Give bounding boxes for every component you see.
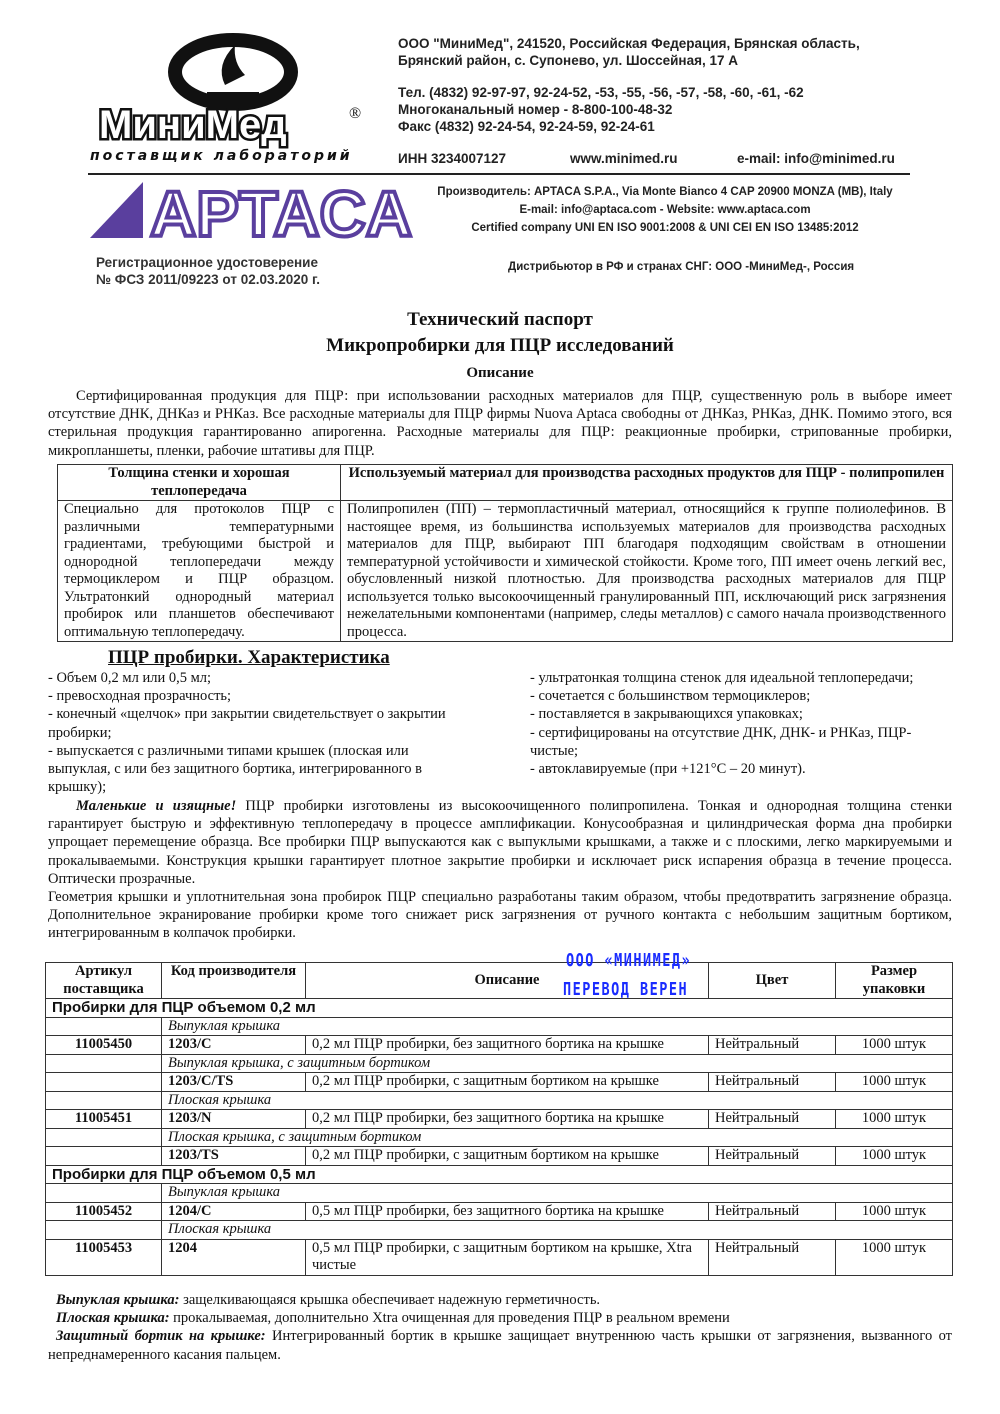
feature-item: - конечный «щелчок» при закрытии свидетельствует о закрытии пробирки; [48,706,446,741]
registration [96,254,320,288]
table-row [46,1110,953,1129]
article-cell [46,1147,162,1166]
inn: ИНН 3234007127 [398,151,507,166]
pack-cell: 1000 штук [836,1239,953,1275]
pack-cell: 1000 штук [836,1073,953,1092]
note-term: Плоская крышка: [56,1310,170,1327]
feature-item: - ультратонкая толщина стенок для идеальной теплопередачи; [530,670,914,686]
subheader-row [46,1054,953,1073]
code-cell: 1203/N [162,1110,306,1129]
features-right [530,669,952,778]
page-title: Технический паспорт [407,309,593,330]
description-cell: 0,2 мл ПЦР пробирки, без защитного бортика на крышке [306,1110,709,1129]
aptaca-logo [88,178,418,248]
feature-item: - поставляется в закрывающихся упаковках; [530,706,803,723]
note-text: защелкивающаяся крышка обеспечивает надежную герметичность. [179,1292,601,1308]
svg-text:®: ® [349,105,362,122]
subheader-row [46,1091,953,1110]
registration-line: Регистрационное удостоверение [96,255,318,270]
cap-type: Плоская крышка [162,1091,953,1110]
empty-cell [46,1091,162,1110]
pack-cell: 1000 штук [836,1110,953,1129]
cap-type: Плоская крышка, с защитным бортиком [162,1128,953,1147]
table-row [46,1073,953,1092]
table1-header: Используемый материал для производства расходных продуктов для ПЦР - полипропилен [341,465,953,501]
empty-cell [46,1221,162,1240]
article-cell: 11005453 [46,1239,162,1275]
stamp-line: ООО «МИНИМЕД» [566,950,692,971]
code-cell: 1204 [162,1239,306,1275]
subheader-row [46,1017,953,1036]
minimed-logo [90,30,370,170]
subheader-row [46,1221,953,1240]
description-cell: 0,2 мл ПЦР пробирки, с защитным бортиком на крышке [306,1147,709,1166]
cap-type: Выпуклая крышка [162,1184,953,1203]
col-header: Артикул поставщика [46,963,162,999]
feature-item: - автоклавируемые (при +121°С – 20 минут). [530,761,806,778]
empty-cell [46,1017,162,1036]
paragraph-text: ПЦР пробирки изготовлены из высокоочищенного полипропилена. Тонкая и однородная толщина стенки гарантирует быструю и эффективную теплопередачу в процессе амплификации. Конусообразная и цилиндрическая форма дна пробирки упрощает перемещение образца. Все пробирки ПЦР выпускаются как с выпуклыми крышками, а также и с плоскими, легко маркируемыми и прокалываемыми. Конструкция крышки гарантирует плотное закрытие пробирки и исключает риск испарения образца в течение процесса. Оптически прозрачные. [48,798,952,887]
feature-item: - сертифицированы на отсутствие ДНК, ДНК- и РНКаз, ПЦР-чистые; [530,724,912,759]
certification: Certified company UNI EN ISO 9001:2008 & UNI CEI EN ISO 13485:2012 [471,222,859,234]
color-cell: Нейтральный [709,1202,836,1221]
company-address [398,35,860,69]
note-term: Защитный бортик на крышке: [56,1328,266,1345]
email-link[interactable]: e-mail: info@minimed.ru [737,151,895,166]
table1-cell: Специально для протоколов ПЦР с различными температурными градиентами, требующими быстрой и однородной теплопередачи между термоциклером и ПЦР образцом. Ультратонкий однородный материал пробирок или планшетов обеспечивают оптимальную теплопередачу. [58,501,341,642]
features-heading: ПЦР пробирки. Характеристика [108,647,390,668]
table-row [46,1036,953,1055]
distributor: Дистрибьютор в РФ и странах СНГ: ООО -МиниМед-, Россия [508,261,855,273]
pack-cell: 1000 штук [836,1202,953,1221]
cap-type: Выпуклая крышка, с защитным бортиком [162,1054,953,1073]
paragraph-lead: Маленькие и изящные! [76,798,237,814]
cap-type: Плоская крышка [162,1221,953,1240]
note-text: Интегрированный бортик в крышке защищает внутреннюю часть крышки от загрязнения, вызванного от непреднамеренного касания пальцем. [48,1328,952,1363]
col-header: Цвет [709,963,836,999]
color-cell: Нейтральный [709,1239,836,1275]
color-cell: Нейтральный [709,1036,836,1055]
registration-number: № ФСЗ 2011/09223 от 02.03.2020 г. [96,272,321,287]
material-table [57,464,953,642]
description-cell: 0,5 мл ПЦР пробирки, с защитным бортиком на крышке, Xtra чистые [306,1239,709,1275]
products-table [45,962,953,1276]
page-subtitle: Микропробирки для ПЦР исследований [326,335,674,356]
note [48,1327,952,1363]
description-text: Сертифицированная продукция для ПЦР: при использовании расходных материалов для ПЦР, существенную роль в выборе имеет отсутствие ДНК, ДНКаз и РНКаз. Все расходные материалы для ПЦР фирмы Nuova Aptaca свободны от ДНКаз, РНКаз, ДНК. Помимо этого, вся стерильная продукция гарантированно апирогенна. Расходные материалы для ПЦР: реакционные пробирки, стрипованные пробирки, микропланшеты, пленки, рабочие штативы для ПЦР. [48,388,952,459]
translation-stamp [563,950,692,1000]
note [48,1309,952,1327]
empty-cell [46,1184,162,1203]
code-cell: 1203/C/TS [162,1073,306,1092]
svg-text:APTACA: APTACA [150,178,412,243]
phone-line: Тел. (4832) 92-97-97, 92-24-52, -53, -55, -56, -57, -58, -60, -61, -62 [398,85,804,100]
group-row [46,999,953,1018]
header-divider [88,173,910,175]
group-row [46,1165,953,1184]
stamp-line: ПЕРЕВОД ВЕРЕН [563,979,689,1000]
company-phones [398,84,804,135]
color-cell: Нейтральный [709,1073,836,1092]
aptaca-logo-icon [88,178,418,243]
pack-cell: 1000 штук [836,1147,953,1166]
svg-text:МиниМед: МиниМед [99,103,287,147]
article-cell: 11005452 [46,1202,162,1221]
code-cell: 1203/C [162,1036,306,1055]
table-row [46,1239,953,1275]
subheader-row [46,1184,953,1203]
col-header: Описание [306,963,709,999]
article-cell: 11005451 [46,1110,162,1129]
website-link[interactable]: www.minimed.ru [570,151,678,166]
empty-cell [46,1054,162,1073]
feature-item: - сочетается с большинством термоциклеров; [530,688,811,705]
code-cell: 1204/C [162,1202,306,1221]
fax-line: Факс (4832) 92-24-54, 92-24-59, 92-24-61 [398,119,655,134]
subheader-row [46,1128,953,1147]
note-text: прокалываемая, дополнительно Xtra очищенная для проведения ПЦР в реальном времени [169,1310,730,1327]
features-left [48,669,468,796]
pack-cell: 1000 штук [836,1036,953,1055]
note [48,1291,952,1309]
minimed-tagline: поставщик лабораторий [90,148,353,164]
cap-type: Выпуклая крышка [162,1017,953,1036]
col-header: Код производителя [162,963,306,999]
manufacturer-info [415,183,915,237]
address-line: Брянский район, с. Супонево, ул. Шоссейная, 17 А [398,53,738,68]
article-cell [46,1073,162,1092]
manufacturer-line: Производитель: APTACA S.P.A., Via Monte Bianco 4 CAP 20900 MONZA (MB), Italy [437,186,893,198]
col-header: Размер упаковки [836,963,953,999]
article-cell: 11005450 [46,1036,162,1055]
product-paragraph [48,797,952,888]
manufacturer-contacts: E-mail: info@aptaca.com - Website: www.aptaca.com [519,204,811,216]
feature-item: - превосходная прозрачность; [48,688,232,705]
color-cell: Нейтральный [709,1147,836,1166]
feature-item: - выпускается с различными типами крышек (плоская или выпуклая, с или без защитного бортика, интегрированного в крышку); [48,742,422,796]
code-cell: 1203/TS [162,1147,306,1166]
table1-header: Толщина стенки и хорошая теплопередача [58,465,341,501]
color-cell: Нейтральный [709,1110,836,1129]
geometry-paragraph: Геометрия крышки и уплотнительная зона пробирок ПЦР специально разработаны таким образом, чтобы предотвратить загрязнение образца. Дополнительное экранирование пробирки кроме того снижает риск загрязнения от ручного контакта с небольшим защитным бортиком, интегрированным в колпачок пробирки. [48,889,952,942]
table-row [46,1202,953,1221]
feature-item: - Объем 0,2 мл или 0,5 мл; [48,670,212,686]
table-row [46,1147,953,1166]
notes [48,1291,952,1364]
note-term: Выпуклая крышка: [56,1292,180,1308]
group-title: Пробирки для ПЦР объемом 0,5 мл [46,1165,953,1184]
description-heading: Описание [466,365,534,381]
empty-cell [46,1128,162,1147]
description-cell: 0,2 мл ПЦР пробирки, без защитного бортика на крышке [306,1036,709,1055]
group-title: Пробирки для ПЦР объемом 0,2 мл [46,999,953,1018]
description-cell: 0,5 мл ПЦР пробирки, без защитного бортика на крышке [306,1202,709,1221]
phone-line: Многоканальный номер - 8-800-100-48-32 [398,102,673,117]
description-cell: 0,2 мл ПЦР пробирки, с защитным бортиком на крышке [306,1073,709,1092]
table1-cell: Полипропилен (ПП) – термопластичный материал, относящийся к группе полиолефинов. В настоящее время, из большинства используемых материалов для производства расходных материалов для ПЦР, выбирают ПП благодаря подходящим свойствам в отношении температурной устойчивости и химической стойкости. Кроме того, ПП имеет очень легкий вес, обусловленный низкой плотностью. Для производства расходных материалов для ПЦР используется только высокоочищенный гранулированный ПП, исключающий риск загрязнения нежелательными компонентами (например, следы металлов) с самого начала производственного процесса. [341,501,953,642]
address-line: ООО "МиниМед", 241520, Российская Федерация, Брянская область, [398,36,860,51]
